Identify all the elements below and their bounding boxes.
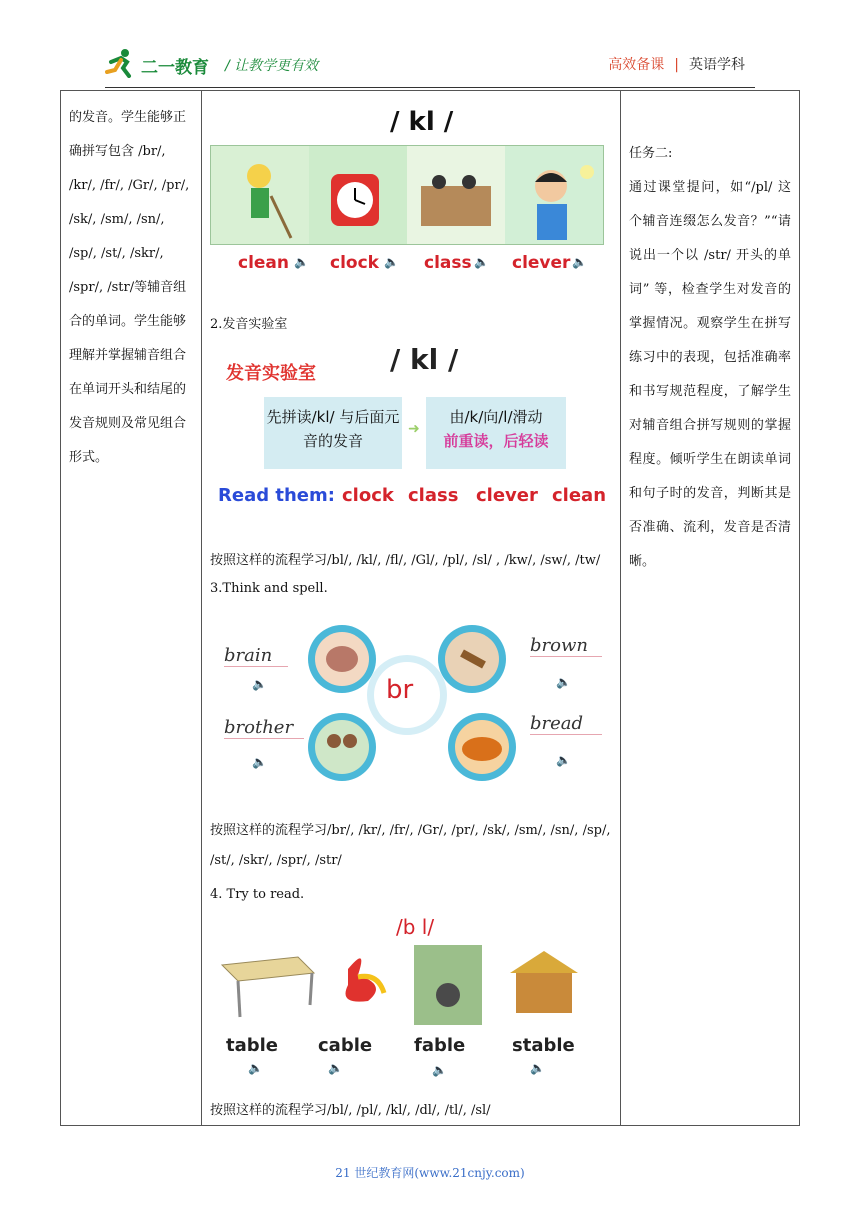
page-footer: 21 世纪教育网(www.21cnjy.com) [335,1166,525,1180]
kl-scene-strip [210,145,604,245]
read-them-row [218,483,607,513]
br-word-card [224,717,304,739]
kl-word: clock [330,253,379,273]
speaker-icon[interactable]: 🔈 [556,675,571,689]
pronunciation-lab-panel [210,339,607,519]
lab-step-2-line-2: 前重读，后轻读 [443,432,549,450]
bl-word: stable [512,1035,575,1056]
logo [105,48,319,78]
kl-word-row [210,249,602,279]
speaker-icon[interactable]: 🔈 [248,1061,263,1075]
kl-scene-illustration [211,146,603,244]
kl-word: clean [238,253,290,273]
speaker-icon[interactable]: 🔈 [294,255,309,269]
kl-symbol: / kl / [390,107,454,137]
activities-cell [202,91,621,1126]
bl-word: cable [318,1035,373,1056]
bl-word: fable [414,1035,466,1056]
br-word: brown [530,635,588,656]
slogan: / 让教学更有效 [225,58,319,74]
task-body: 通过课堂提问，如“/pl/ 这个辅音连缀怎么发音？”“请说出一个以 /str/ 开头的单词” 等，检查学生对发音的掌握情况。观察学生在拼写练习中的表现，包括准确率和书写规范程度，了解学生对辅音组合拼写规则的掌握程度。倾听学生在朗读单词和句子时的发音，判断其是否准确、流利，发音是否清晰。 [629,180,791,569]
speaker-icon[interactable]: 🔈 [252,677,267,691]
bl-symbol: /b l/ [396,915,435,939]
try-to-read-panel [218,915,602,1087]
br-word: bread [530,713,584,734]
bl-word: table [226,1035,279,1056]
kl-word: class [424,253,472,273]
kl-word: clever [512,253,571,273]
lab-step-2 [426,397,566,469]
page-header [0,0,860,90]
flow-instruction-1: 按照这样的流程学习/bl/, /kl/, /fl/, /Gl/, /pl/, /sl/ , /kw/, /sw/, /tw/ [210,553,601,568]
task-title: 任务二: [629,146,673,161]
section-4-heading: 4. Try to read. [210,887,305,902]
kl-picture-panel [210,107,602,289]
assessment-cell [621,91,800,1126]
section-2-heading: 2.发音实验室 [210,317,288,332]
read-word: clever [476,485,538,506]
objectives-cell [61,91,202,1126]
header-divider [105,87,755,88]
br-word-card [530,635,602,657]
speaker-icon[interactable]: 🔈 [530,1061,545,1075]
lab-step-1: 先拼读/kl/ 与后面元音的发音 [264,397,402,469]
think-and-spell-panel [222,617,602,787]
speaker-icon[interactable]: 🔈 [252,755,267,769]
flow-instruction-3: 按照这样的流程学习/bl/, /pl/, /kl/, /dl/, /tl/, /sl/ [210,1103,491,1118]
lab-symbol: / kl / [390,343,459,376]
speaker-icon[interactable]: 🔈 [328,1061,343,1075]
runner-logo-icon [105,48,137,78]
speaker-icon[interactable]: 🔈 [384,255,399,269]
header-tag-right: 英语学科 [689,57,745,73]
read-word: clean [552,485,607,506]
speaker-icon[interactable]: 🔈 [432,1063,447,1077]
speaker-icon[interactable]: 🔈 [556,753,571,767]
br-word: brother [224,717,294,738]
read-word: class [408,485,459,506]
read-word: clock [342,485,394,506]
flow-instruction-2a: 按照这样的流程学习/br/, /kr/, /fr/, /Gr/, /pr/, /sk/, /sm/, /sn/, /sp/, [210,823,611,838]
speaker-icon[interactable]: 🔈 [474,255,489,269]
br-word-card [530,713,602,735]
lab-title: 发音实验室 [226,363,316,384]
bl-objects-illustration [218,945,602,1035]
lesson-table [60,90,800,1126]
objectives-text: 的发音。学生能够正确拼写包含 /br/, /kr/, /fr/, /Gr/, /pr/, /sk/, /sm/, /sn/, /sp/, /st/, /skr/, /spr/, /str/等辅音组合的单词。学生能够理解并掌握辅音组合在单词开头和结尾的发音规则及常见组合形式。 [69,110,190,465]
header-tag-left: 高效备课 [608,57,665,73]
speaker-icon[interactable]: 🔈 [572,255,587,269]
brand-name: 二一教育 [141,58,209,78]
flow-instruction-2b: /st/, /skr/, /spr/, /str/ [210,853,342,868]
br-center-label: br [386,675,414,705]
header-tags [608,54,745,74]
br-word: brain [224,645,273,666]
br-word-card [224,645,288,667]
read-them-label: Read them: [218,485,335,506]
arrow-right-icon: ➜ [408,421,420,437]
section-3-heading: 3.Think and spell. [210,581,328,596]
lab-step-2-line-1: 由/k/向/l/滑动 [449,408,543,426]
assessment-text [621,91,799,579]
header-tag-separator: | [674,57,679,73]
